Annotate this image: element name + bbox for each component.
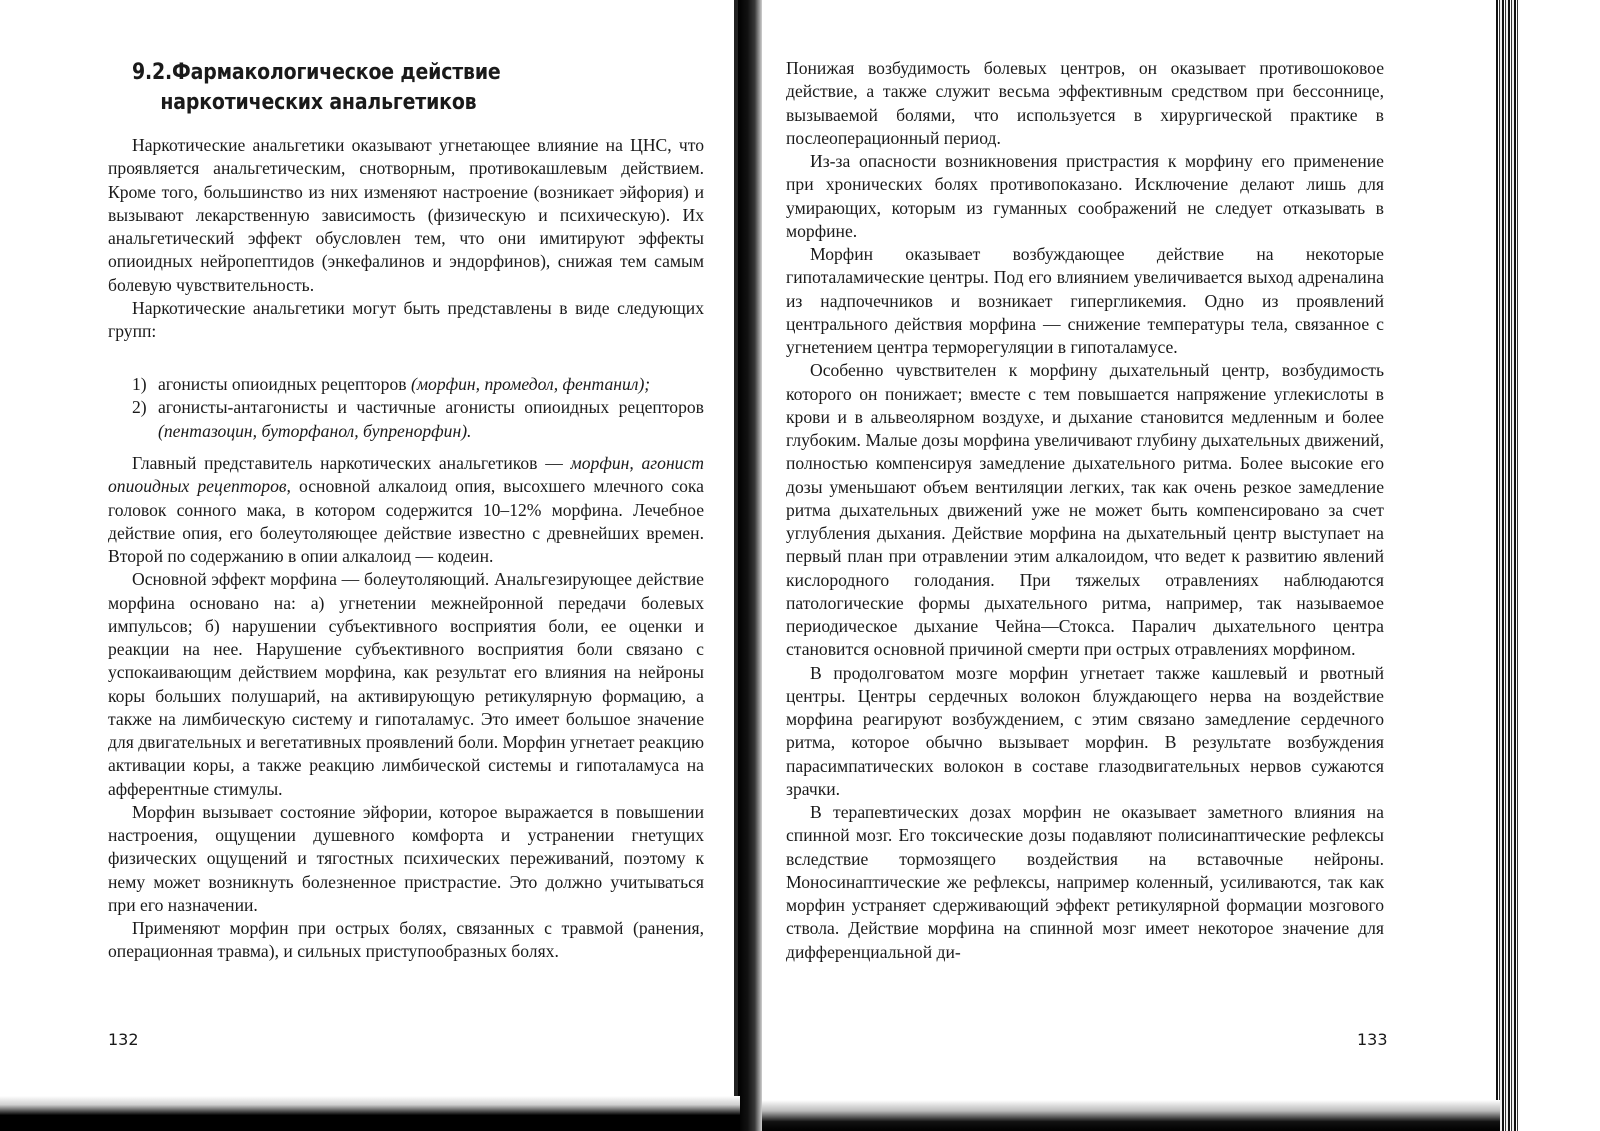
scan-bottom-shadow <box>762 1100 1500 1131</box>
paragraph-lead: Главный представитель наркотических анальгетиков — <box>132 453 563 473</box>
scan-bottom-shadow <box>0 1096 740 1131</box>
paragraph: Морфин оказывает возбуждающее действие на некоторые гипоталамические центры. Под его влиянием увеличивается выход адреналина из надпочечников и возникает гипергликемия. Одно из проявлений центрального действия морфина — снижение температуры тела, связанное с угнетением центра терморегуляции в гипоталамусе. <box>786 244 1384 357</box>
section-number: 9.2. <box>132 60 173 85</box>
list-marker: 2) <box>132 397 147 418</box>
left-text-top <box>108 134 704 343</box>
left-page <box>0 0 742 1131</box>
page-stack-edge <box>1496 0 1518 1131</box>
paragraph: Понижая возбудимость болевых центров, он оказывает противошоковое действие, а также служит весьма эффективным средством при бессоннице, вызываемой болями, что используется в хирургической практике в послеоперационный период. <box>786 58 1384 148</box>
list-item-drugs: (пентазоцин, буторфанол, бупренорфин). <box>158 420 472 441</box>
paragraph: Основной эффект морфина — болеутоляющий. Анальгезирующее действие морфина основано на: а) угнетении межнейронной передачи болевых импульсов; б) нарушении субъективного восприятия боли, ее оценки и реакции на нее. Нарушение субъективного восприятия боли связано с успокаивающим действием морфина, как результат его влияния на нейроны коры больших полушарий, на активирующую ретикулярную формацию, а также на лимбическую систему и гипоталамус. Это имеет большое значение для двигательных и вегетативных проявлений боли. Морфин угнетает реакцию активации коры, а также реакцию лимбической системы и гипоталамуса на афферентные стимулы. <box>108 569 704 799</box>
paragraph-emphasis: морфин, агонист опиоидных рецепторов, <box>108 453 704 497</box>
right-text <box>786 57 1384 964</box>
list-item <box>132 373 704 396</box>
section-heading <box>132 58 648 118</box>
list-item-text: агонисты опиоидных рецепторов <box>158 374 407 394</box>
list-marker: 1) <box>132 374 147 394</box>
paragraph: Из-за опасности возникновения пристрастия к морфину его применение при хронических болях противопоказано. Исключение делают лишь для умирающих, которым из гуманных соображений не следует отказывать в морфине. <box>786 151 1384 241</box>
paragraph-rest: основной алкалоид опия, высохшего млечного сока головок сонного мака, в котором содержится 10–12% морфина. Лечебное действие опия, его болеутоляющее действие известно с древнейших времен. Второй по содержанию в опии алкалоид — кодеин. <box>108 476 704 566</box>
paragraph: Наркотические анальгетики могут быть представлены в виде следующих групп: <box>108 297 704 341</box>
section-heading-line2: наркотических анальгетиков <box>160 90 477 115</box>
page-number: 133 <box>1357 1030 1388 1049</box>
paragraph: В терапевтических дозах морфин не оказывает заметного влияния на спинной мозг. Его токсические дозы подавляют полисинаптические рефлексы вследствие тормозящего воздействия на вставочные нейроны. Моносинаптические же рефлексы, например коленный, усиливаются, так как морфин устраняет сдерживающий эффект ретикулярной формации мозгового ствола. Действие морфина на спинной мозг имеет некоторое значение для дифференциальной ди- <box>786 802 1384 962</box>
list-item-text: агонисты-антагонисты и частичные агонисты опиоидных рецепторов <box>158 397 704 418</box>
paragraph: Наркотические анальгетики оказывают угнетающее влияние на ЦНС, что проявляется анальгетическим, снотворным, противокашлевым действием. Кроме того, большинство из них изменяют настроение (возникает эйфория) и вызывают лекарственную зависимость (физическую и психическую). Их анальгетический эффект обусловлен тем, что они имитируют эффекты опиоидных нейропептидов (энкефалинов и эндорфинов), снижая тем самым болевую чувствительность. <box>108 135 704 295</box>
paragraph: Морфин вызывает состояние эйфории, которое выражается в повышении настроения, ощущении душевного комфорта и устранении гнетущих физических ощущений и тягостных психических переживаний, поэтому к нему может возникнуть болезненное пристрастие. Это должно учитываться при его назначении. <box>108 801 704 915</box>
scan-margin <box>1518 0 1600 1131</box>
paragraph: Особенно чувствителен к морфину дыхательный центр, возбудимость которого он понижает; вместе с тем повышается напряжение углекислоты в крови и в альвеолярном воздухе, и дыхание становится медленным и более глубоким. Малые дозы морфина увеличивают глубину дыхательных движений, полностью компенсируя замедление дыхательного ритма. Более высокие его дозы уменьшают объем вентиляции легких, так как очень резкое замедление ритма дыхательных движений уже не может быть компенсировано за счет углубления дыхания. Действие морфина на дыхательный центр выступает на первый план при отравлении этим алкалоидом, что ведет к развитию явлений кислородного голодания. При тяжелых отравлениях наблюдаются патологические формы дыхательного ритма, например, так называемое периодическое дыхание Чейна—Стокса. Паралич дыхательного центра становится основной причиной смерти при острых отравлениях морфином. <box>786 360 1384 660</box>
book-gutter <box>738 0 762 1131</box>
section-heading-line1: Фармакологическое действие <box>172 60 501 85</box>
list-item <box>132 396 704 443</box>
paragraph: Применяют морфин при острых болях, связанных с травмой (ранения, операционная травма), и сильных приступообразных болях. <box>108 918 704 962</box>
paragraph <box>108 452 704 568</box>
right-page <box>762 0 1500 1131</box>
list-item-drugs: (морфин, промедол, фентанил); <box>410 374 651 394</box>
groups-list <box>132 373 704 443</box>
page-number: 132 <box>108 1030 139 1049</box>
left-text-main <box>108 452 704 964</box>
paragraph: В продолговатом мозге морфин угнетает также кашлевый и рвотный центры. Центры сердечных волокон блуждающего нерва на воздействие морфина реагируют возбуждением, с этим связано замедление сердечного ритма, которое обычно вызывает морфин. В результате возбуждения парасимпатических волокон в составе глазодвигательных нервов сужаются зрачки. <box>786 662 1384 799</box>
